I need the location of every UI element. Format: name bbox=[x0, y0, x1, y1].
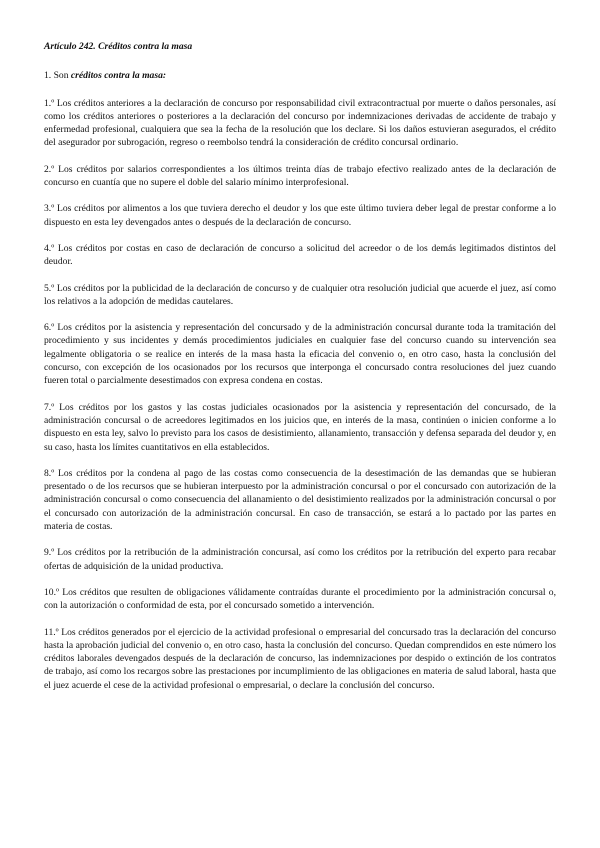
document-page bbox=[44, 40, 556, 705]
paragraph-8: 8.º Los créditos por la condena al pago de las costas como consecuencia de la desestimación de las demandas que se hubieran presentado o de los recursos que se hubieran interpuesto por la administración concursal o por el concursado con autorización de la administración concursal o como consecuencia del allanamiento o del desistimiento realizados por la administración concursal o por el concursado con autorización de la administración concursal. En caso de transacción, se estará a lo pactado por las partes en materia de costas. bbox=[44, 467, 556, 533]
paragraph-3: 3.º Los créditos por alimentos a los que tuviera derecho el deudor y los que este último tuviera deber legal de prestar conforme a lo dispuesto en esta ley devengados antes o después de la declaración de concurso. bbox=[44, 203, 556, 228]
intro-bold: créditos contra la masa: bbox=[70, 70, 167, 82]
article-intro bbox=[44, 69, 556, 82]
paragraph-10: 10.º Los créditos que resulten de obligaciones válidamente contraídas durante el procedimiento por la administración concursal o, con la autorización o conformidad de esta, por el concursado sometido a intervención. bbox=[44, 586, 556, 612]
paragraph-2: 2.º Los créditos por salarios correspondientes a los últimos treinta días de trabajo efectivo realizado antes de la declaración de concurso en cuantía que no supere el doble del salario mínimo interprofesional. bbox=[44, 163, 556, 189]
paragraph-4: 4.º Los créditos por costas en caso de declaración de concurso a solicitud del acreedor o de los demás legitimados distintos del deudor. bbox=[44, 242, 556, 268]
paragraph-11: 11.º Los créditos generados por el ejercicio de la actividad profesional o empresarial del concursado tras la declaración del concurso hasta la aprobación judicial del convenio o, en otro caso, hasta la conclusión del concurso. Quedan comprendidos en este número los créditos laborales devengados después de la declaración de concurso, las indemnizaciones por despido o extinción de los contratos de trabajo, así como los recargos sobre las prestaciones por incumplimiento de las obligaciones en materia de salud laboral, hasta que el juez acuerde el cese de la actividad profesional o empresarial, o declare la conclusión del concurso. bbox=[44, 626, 556, 691]
paragraph-5: 5.º Los créditos por la publicidad de la declaración de concurso y de cualquier otra resolución judicial que acuerde el juez, así como los relativos a la adopción de medidas cautelares. bbox=[44, 282, 556, 307]
intro-prefix: 1. Son bbox=[44, 70, 71, 82]
paragraph-1: 1.º Los créditos anteriores a la declaración de concurso por responsabilidad civil extracontractual por muerte o daños personales, así como los créditos anteriores o posteriores a la declaración del concurso por indemnizaciones derivadas de accidente de trabajo y enfermedad profesional, cualquiera que sea la fecha de la resolución que los declare. Si los daños estuvieran asegurados, el crédito del asegurador por subrogación, regreso o reembolso tendrá la consideración de crédito concursal ordinario. bbox=[44, 97, 556, 149]
paragraph-6: 6.º Los créditos por la asistencia y representación del concursado y de la administración concursal durante toda la tramitación del procedimiento y sus incidentes y demás procedimientos judiciales en cualquier fase del concurso cuando su intervención sea legalmente obligatoria o se realice en interés de la masa hasta la eficacia del convenio o, en otro caso, hasta la conclusión del concurso, con excepción de los ocasionados por los recursos que interponga el concursado contra resoluciones del juez cuando fueren total o parcialmente desestimados con expresa condena en costas. bbox=[44, 322, 556, 387]
paragraph-9: 9.º Los créditos por la retribución de la administración concursal, así como los créditos por la retribución del experto para recabar ofertas de adquisición de la unidad productiva. bbox=[44, 547, 556, 572]
paragraph-7: 7.º Los créditos por los gastos y las costas judiciales ocasionados por la asistencia y representación del concursado, de la administración concursal o de acreedores legitimados en los juicios que, en interés de la masa, continúen o inicien conforme a lo dispuesto en esta ley, salvo lo previsto para los casos de desistimiento, allanamiento, transacción y defensa separada del deudor y, en su caso, hasta los límites cuantitativos en ella establecidos. bbox=[44, 401, 556, 453]
article-heading: Artículo 242. Créditos contra la masa bbox=[44, 41, 193, 52]
